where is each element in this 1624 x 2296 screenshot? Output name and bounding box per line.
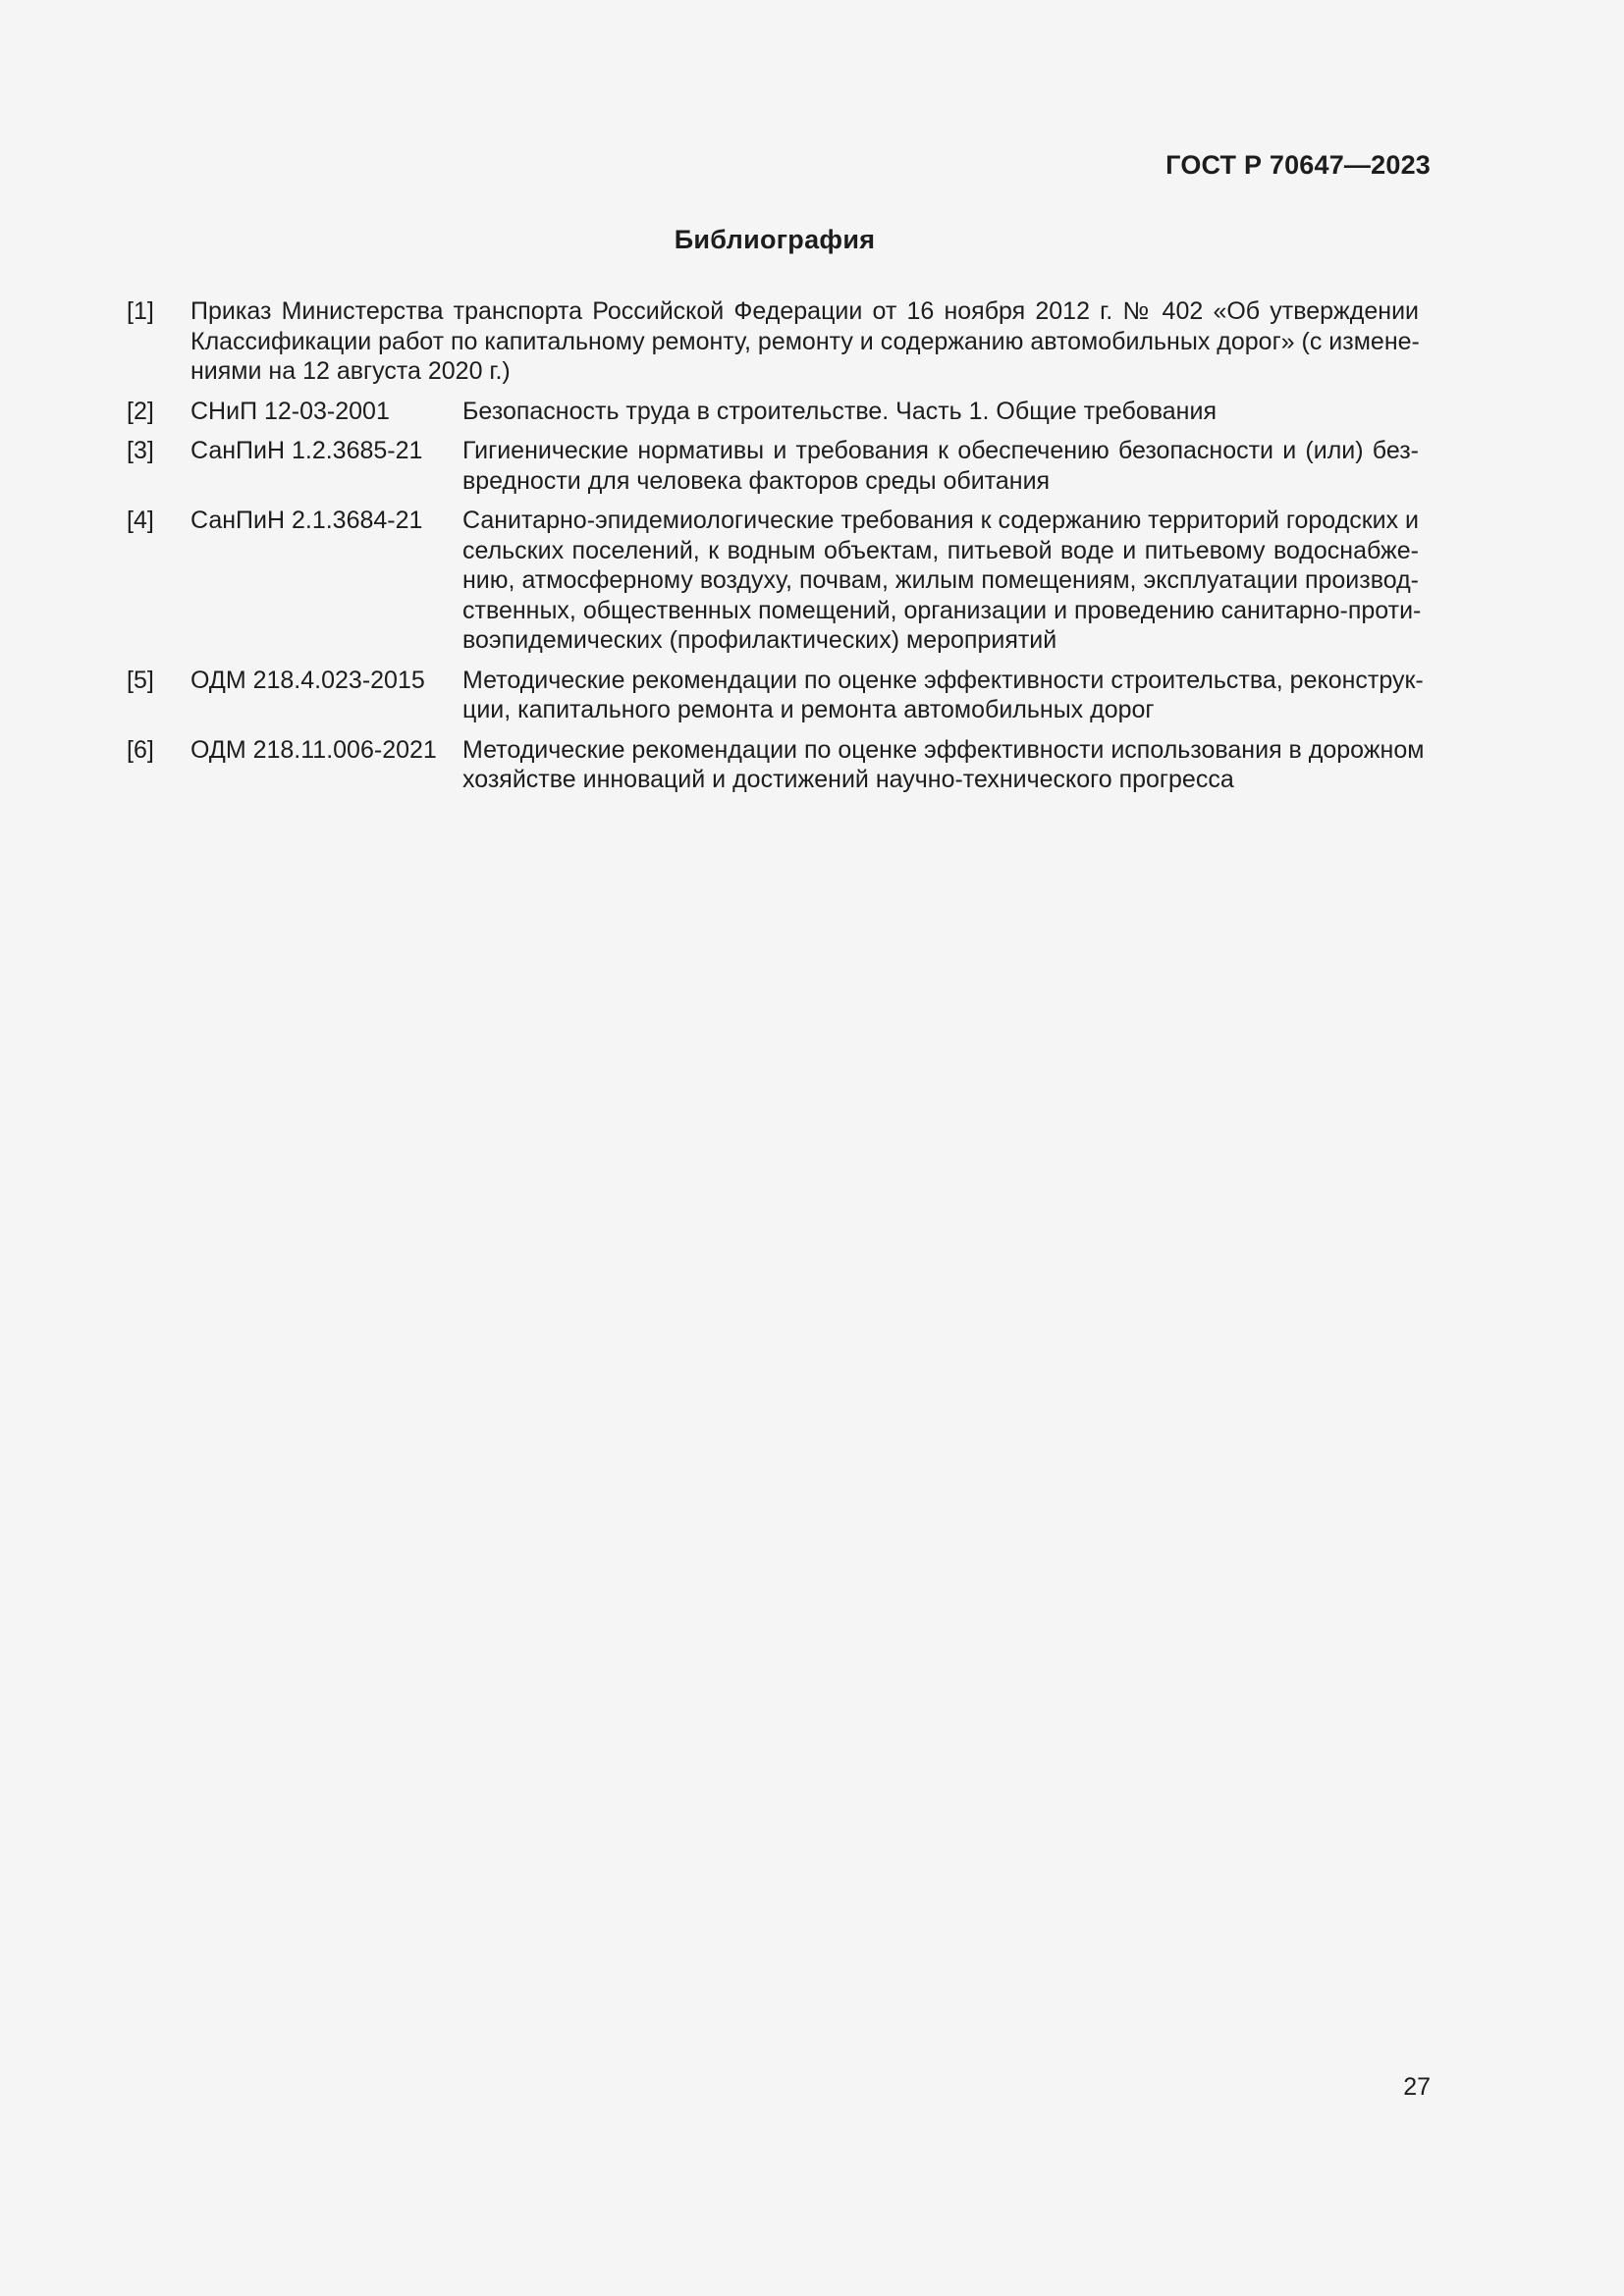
entry-text-line: Безопасность труда в строительстве. Часть 1. Общие требования	[462, 397, 1217, 425]
bibliography-entry	[127, 296, 1419, 387]
entry-text	[462, 436, 1419, 496]
entry-text	[190, 296, 1419, 387]
entry-text	[462, 735, 1425, 795]
entry-number: [3]	[127, 437, 154, 464]
entry-number: [4]	[127, 507, 154, 534]
bibliography-entry	[127, 735, 1425, 795]
entry-document-code: СНиП 12-03-2001	[190, 397, 390, 425]
bibliography-entry	[127, 436, 1419, 496]
entry-number: [5]	[127, 666, 154, 694]
entry-text-line: воэпидемических (профилактических) мероприятий	[462, 626, 1057, 654]
entry-text-line: ции, капитального ремонта и ремонта автомобильных дорог	[462, 696, 1155, 723]
entry-document-code: ОДМ 218.4.023-2015	[190, 666, 425, 694]
entry-text-line: Классификации работ по капитальному ремонту, ремонту и содержанию автомобильных дорог» (с измене-	[190, 327, 1420, 355]
entry-document-code: СанПиН 2.1.3684-21	[190, 507, 423, 534]
entry-text-line: Приказ Министерства транспорта Российской Федерации от 16 ноября 2012 г. № 402 «Об утверждении	[190, 297, 1419, 325]
entry-text	[462, 506, 1422, 656]
bibliography-entry	[127, 506, 1422, 656]
entry-text-line: ниями на 12 августа 2020 г.)	[190, 357, 511, 385]
bibliography-entry	[127, 397, 1419, 427]
entry-text-line: хозяйстве инноваций и достижений научно-технического прогресса	[462, 766, 1234, 793]
bibliography-list	[127, 296, 1425, 805]
entry-text-line: Методические рекомендации по оценке эффективности использования в дорожном	[462, 735, 1425, 764]
entry-number: [2]	[127, 397, 154, 425]
page-number: 27	[1403, 2073, 1431, 2101]
document-code: ГОСТ Р 70647—2023	[1165, 150, 1431, 180]
entry-text	[462, 666, 1424, 725]
entry-document-code: СанПиН 1.2.3685-21	[190, 437, 423, 464]
entry-text	[462, 397, 1419, 427]
entry-text-line: сельских поселений, к водным объектам, питьевой воде и питьевому водоснабже-	[462, 536, 1419, 564]
entry-text-line: вредности для человека факторов среды обитания	[462, 466, 1051, 495]
entry-number: [6]	[127, 735, 154, 764]
entry-text-line: ственных, общественных помещений, организации и проведению санитарно-проти-	[462, 596, 1422, 624]
entry-text-line: нию, атмосферному воздуху, почвам, жилым помещениям, эксплуатации производ-	[462, 566, 1419, 594]
section-title: Библиография	[674, 225, 876, 254]
entry-text-line: Методические рекомендации по оценке эффективности строительства, реконструк-	[462, 666, 1424, 694]
bibliography-entry	[127, 666, 1424, 725]
entry-number: [1]	[127, 297, 154, 325]
entry-text-line: Гигиенические нормативы и требования к обеспечению безопасности и (или) без-	[462, 437, 1419, 464]
entry-document-code: ОДМ 218.11.006-2021	[190, 735, 437, 764]
entry-text-line: Санитарно-эпидемиологические требования к содержанию территорий городских и	[462, 507, 1420, 534]
